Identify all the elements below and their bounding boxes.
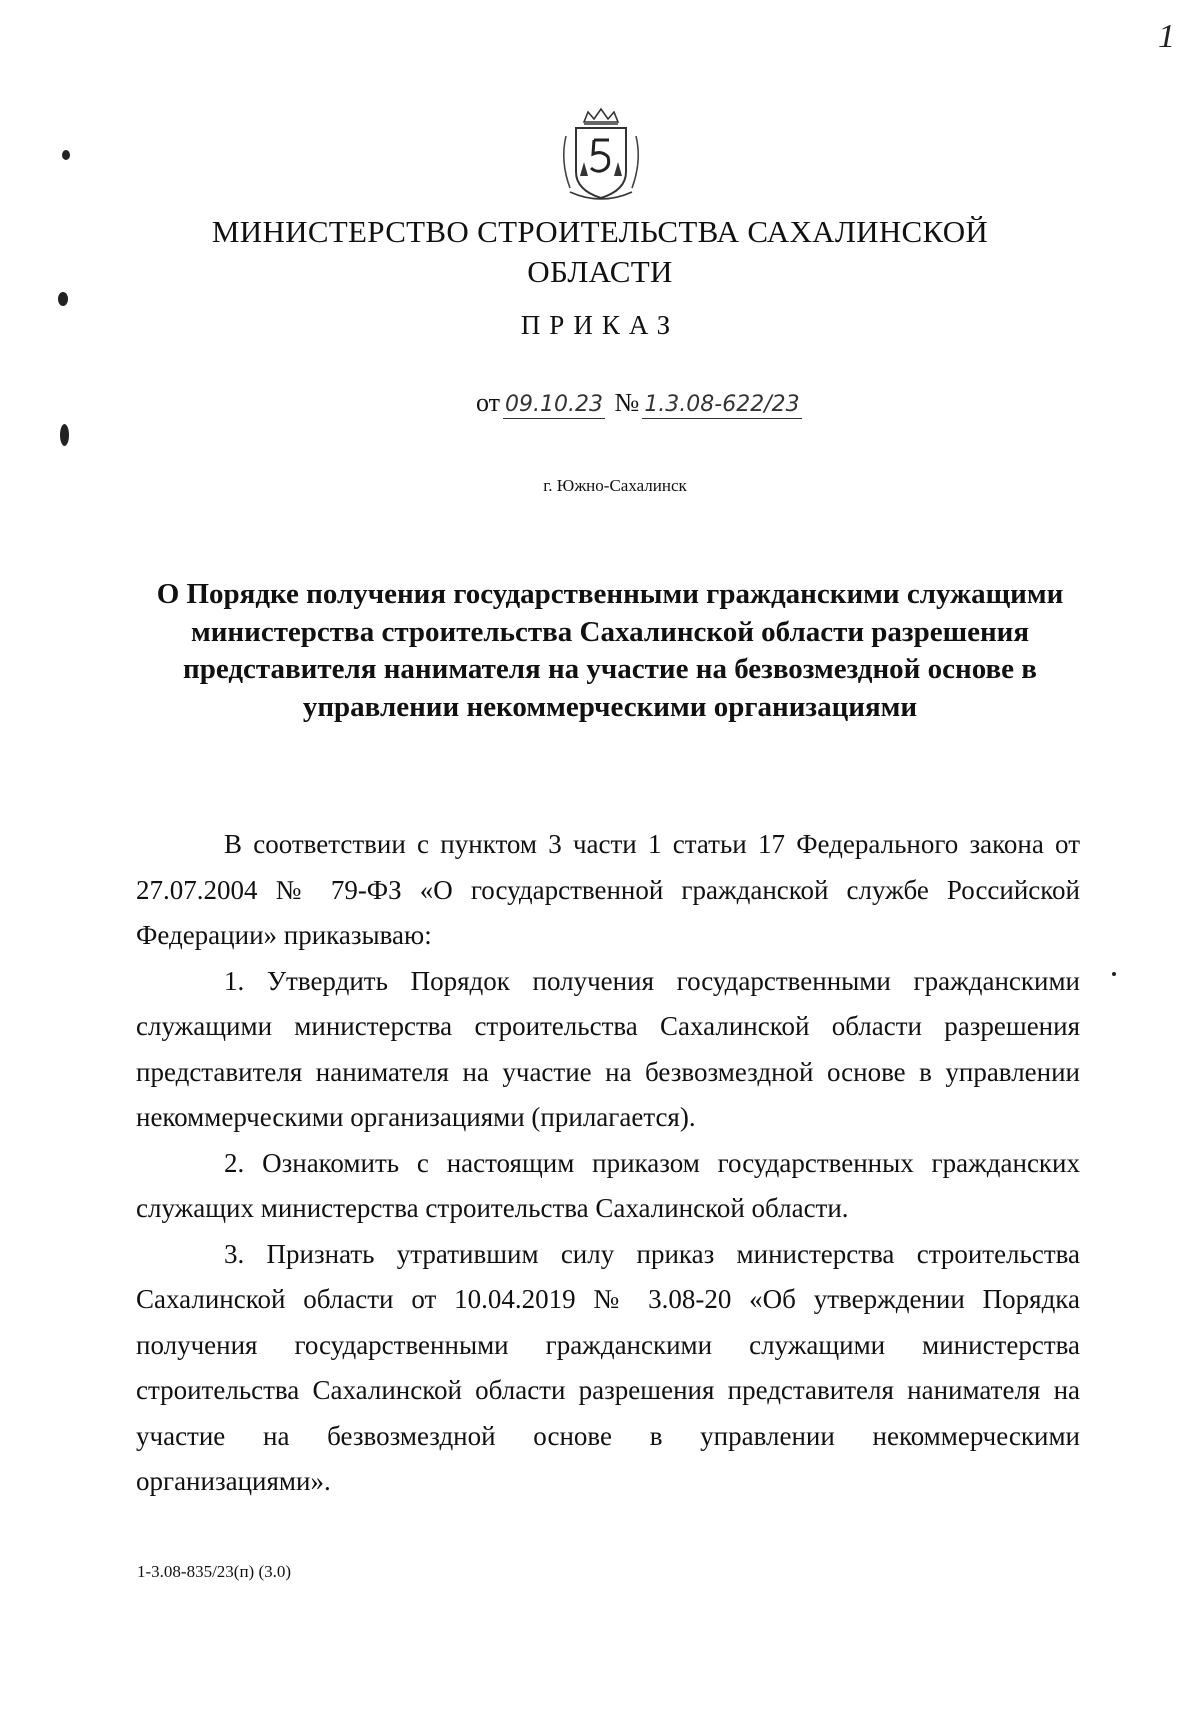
handwritten-number: 1.3.08-622/23: [644, 392, 800, 417]
item-1-paragraph: 1. Утвердить Порядок получения государственными гражданскими служащими министерства строительства Сахалинской области разрешения представителя нанимателя на участие на безвозмездной основе в управлении некоммерческими организациями (прилагается).: [136, 965, 1080, 1132]
document-title: О Порядке получения государственными гражданскими служащими министерства строительства Сахалинской области разрешения представителя нанимателя на участие на безвозмездной основе в управлении некоммерческими организациями: [156, 578, 1064, 723]
page-number: 1: [1158, 18, 1175, 55]
number-prefix: №: [614, 388, 640, 417]
document-footer-code: 1-3.08-835/23(п) (3.0): [137, 1562, 292, 1581]
scan-speck: [58, 292, 68, 306]
document-type: ПРИКАЗ: [520, 310, 680, 340]
scan-speck: [62, 150, 70, 160]
date-prefix: от: [476, 388, 501, 417]
scan-speck: [60, 424, 69, 446]
document-body: [136, 822, 1080, 1505]
city: г. Южно-Сахалинск: [543, 476, 687, 495]
ministry-name: МИНИСТЕРСТВО СТРОИТЕЛЬСТВА САХАЛИНСКОЙ ОБЛАСТИ: [211, 214, 989, 289]
handwritten-date: 09.10.23: [505, 392, 603, 417]
item-2-paragraph: 2. Ознакомить с настоящим приказом государственных гражданских служащих министерства строительства Сахалинской области.: [136, 1147, 1080, 1223]
order-date-number-line: [476, 388, 805, 419]
intro-paragraph: В соответствии с пунктом 3 части 1 статьи 17 Федерального закона от 27.07.2004 № 79-ФЗ «О государственной гражданской службе Российской Федерации» приказываю:: [136, 829, 1080, 950]
scan-speck: [1112, 972, 1116, 976]
item-3-paragraph: 3. Признать утратившим силу приказ министерства строительства Сахалинской области от 10.04.2019 № 3.08-20 «Об утверждении Порядка получения государственными гражданскими служащими министерства строительства Сахалинской области разрешения представителя нанимателя на участие на безвозмездной основе в управлении некоммерческими организациями».: [136, 1238, 1080, 1496]
sakhalin-coat-of-arms-icon: [556, 106, 646, 204]
